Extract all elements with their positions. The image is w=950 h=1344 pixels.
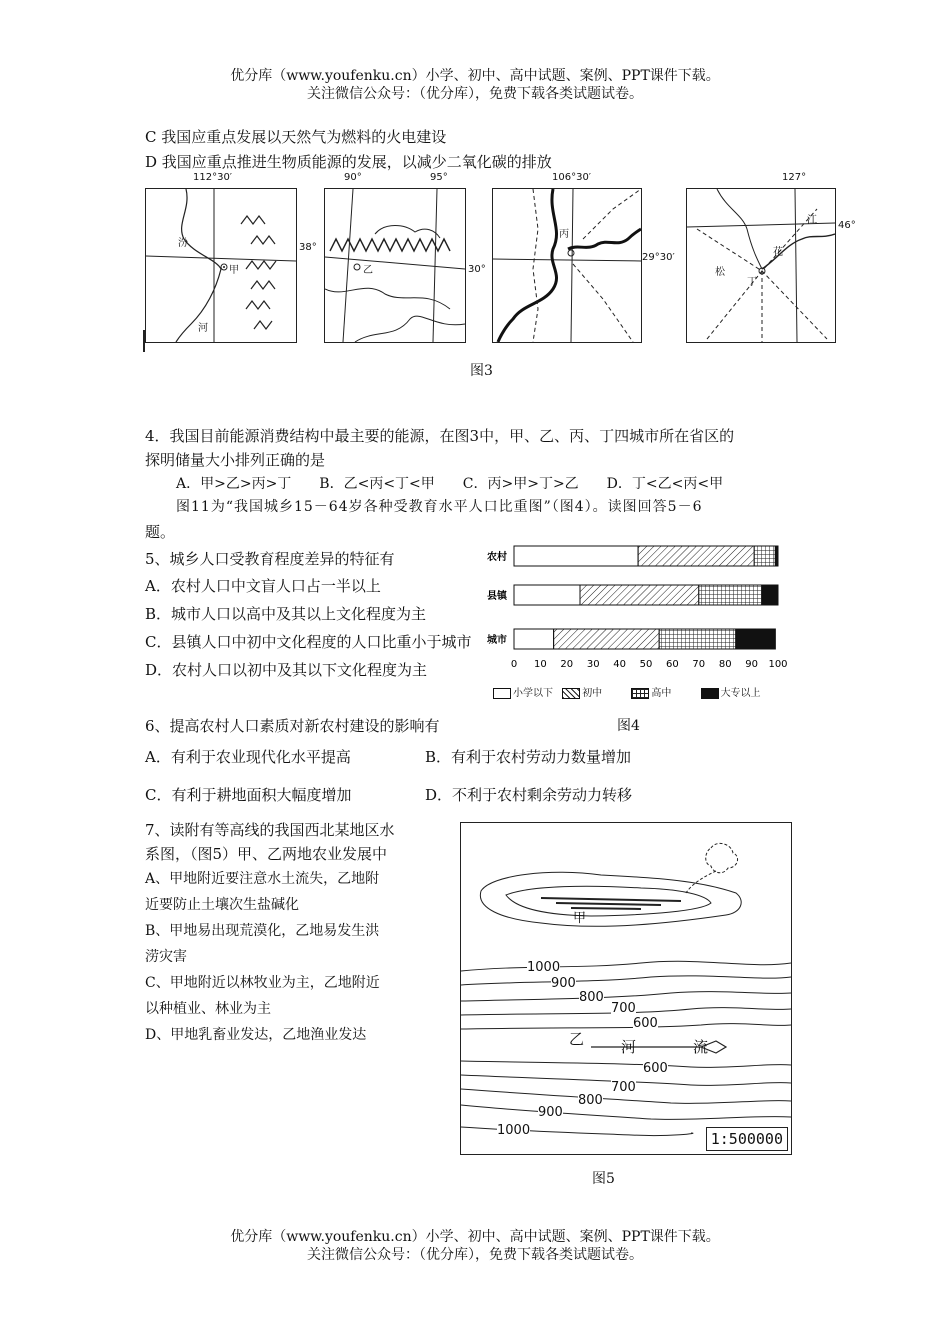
map4-lon-label: 127° [782,172,807,183]
q6-option-d: D．不利于农村剩余劳动力转移 [425,786,633,804]
footer-line1: 优分库（www.youfenku.cn）小学、初中、高中试题、案例、PPT课件下载。 [230,1229,720,1245]
q7-line-4: 近要防止土壤次生盐碱化 [145,897,299,913]
intro-line-2: 题。 [145,523,176,541]
bar-县镇-大专以上 [762,585,778,605]
option-d: D 我国应重点推进生物质能源的发展，以减少二氧化碳的排放 [145,153,552,171]
map2-lat-label: 30° [468,264,486,275]
category-label: 农村 [487,552,507,563]
legend-item-1: 小学以下 [493,688,553,699]
map4-river3: 松 [715,267,725,278]
fig5-scale: 1:500000 [706,1127,788,1151]
header-line1: 优分库（www.youfenku.cn）小学、初中、高中试题、案例、PPT课件下载。 [230,68,720,84]
figure-5 [460,822,792,1155]
contour-bottom-900: 900 [538,1105,563,1120]
q4-stem-2: 探明储量大小排列正确的是 [145,451,326,469]
q6-option-b: B．有利于农村劳动力数量增加 [425,748,632,766]
q7-line-5: B、甲地易出现荒漠化，乙地易发生洪 [145,923,380,939]
map-4 [686,172,861,354]
q6-stem: 6、提高农村人口素质对新农村建设的影响有 [145,717,440,735]
map4-lat-label: 46° [838,220,856,231]
contour-top-800: 800 [579,990,604,1005]
map3-lon-label: 106°30′ [552,172,592,183]
q5-option-d: D．农村人口以初中及其以下文化程度为主 [145,661,428,679]
chart-legend [493,684,761,699]
bar-城市-小学以下 [514,629,554,649]
contour-top-900: 900 [551,976,576,991]
map3-drawing [493,189,641,342]
q4-stem-1: 4．我国目前能源消费结构中最主要的能源，在图3中，甲、乙、丙、丁四城市所在省区的 [145,427,735,445]
q7-line-7: C、甲地附近以林牧业为主，乙地附近 [145,975,380,991]
contour-top-600: 600 [633,1016,658,1031]
map2-city: 乙 [363,265,373,276]
q6-option-c: C．有利于耕地面积大幅度增加 [145,786,352,804]
bar-城市-大专以上 [736,629,776,649]
bar-城市-初中 [554,629,660,649]
x-tick-label: 50 [639,659,653,670]
map-edge-mark [143,330,145,352]
x-tick-label: 10 [534,659,547,670]
fig5-drawing [461,823,791,1154]
q7-block [145,818,450,1048]
bar-农村-小学以下 [514,546,638,566]
bar-县镇-高中 [699,585,762,605]
bar-县镇-初中 [580,585,699,605]
bar-农村-高中 [754,546,775,566]
fig3-caption: 图3 [470,363,493,379]
x-tick-label: 70 [692,659,706,670]
map1-lon-label: 112°30′ [193,172,233,183]
fig4-caption: 图4 [617,718,640,734]
contour-top-700: 700 [611,1001,636,1016]
fig5-river-1: 河 [621,1038,637,1056]
map1-river2: 河 [198,323,208,334]
contour-bottom-800: 800 [578,1093,603,1108]
q7-line-1: 7、读附有等高线的我国西北某地区水 [145,821,395,839]
contour-top-1000: 1000 [527,960,561,975]
map-2 [322,172,492,354]
map3-city: 丙 [559,229,569,240]
q7-line-3: A、甲地附近要注意水土流失，乙地附 [145,871,380,887]
bar-县镇-小学以下 [514,585,580,605]
fig5-jia: 甲 [573,911,587,926]
x-tick-label: 60 [666,659,679,670]
contour-bottom-700: 700 [611,1080,636,1095]
map-3 [492,172,692,354]
q5-stem: 5、城乡人口受教育程度差异的特征有 [145,550,395,568]
q7-line-8: 以种植业、林业为主 [145,1001,271,1017]
bar-城市-高中 [659,629,736,649]
bar-农村-大专以上 [775,546,778,566]
map4-city: 丁 [747,277,757,288]
figure-4-chart [485,538,805,708]
fig5-river-2: 流 [693,1038,709,1056]
legend-item-3: 高中 [631,688,671,699]
map2-drawing [325,189,465,342]
category-label: 县镇 [487,591,507,602]
x-tick-label: 90 [745,659,758,670]
legend-item-2: 初中 [562,688,602,699]
q5-option-a: A．农村人口中文盲人口占一半以上 [145,577,381,595]
contour-bottom-600: 600 [643,1061,668,1076]
contour-bottom-1000: 1000 [497,1123,531,1138]
x-tick-label: 30 [586,659,600,670]
category-label: 城市 [487,635,507,646]
footer-line2: 关注微信公众号：（优分库），免费下载各类试题试卷。 [307,1247,643,1263]
fig5-yi: 乙 [569,1030,585,1048]
x-tick-label: 20 [560,659,574,670]
map1-city: 甲 [229,265,239,276]
intro-line-1: 图11为“我国城乡15－64岁各种受教育水平人口比重图”（图4）。读图回答5－6 [176,499,703,515]
map1-river1: 汾 [178,238,188,249]
x-tick-label: 0 [510,659,518,670]
q5-option-b: B．城市人口以高中及其以上文化程度为主 [145,605,427,623]
legend-item-4: 大专以上 [701,688,761,699]
q7-line-9: D、甲地乳畜业发达，乙地渔业发达 [145,1027,367,1043]
q5-option-c: C．县镇人口中初中文化程度的人口比重小于城市 [145,633,472,651]
fig5-caption: 图5 [592,1171,615,1187]
q7-line-6: 涝灾害 [145,949,187,965]
x-tick-label: 80 [718,659,732,670]
map3-lat-label: 29°30′ [642,252,675,263]
header-line2: 关注微信公众号：（优分库），免费下载各类试题试卷。 [307,86,643,102]
map2-lon2-label: 95° [430,172,448,183]
map4-river1: 江 [807,215,817,226]
q6-option-a: A．有利于农业现代化水平提高 [145,748,351,766]
x-tick-label: 40 [613,659,626,670]
map2-lon1-label: 90° [344,172,362,183]
chart-svg [485,538,805,708]
bar-农村-初中 [638,546,754,566]
map1-drawing [146,189,296,342]
map1-lat-label: 38° [299,242,317,253]
q7-line-2: 系图，（图5）甲、乙两地农业发展中 [145,845,388,863]
q4-options: A．甲>乙>丙>丁 B．乙<丙<丁<甲 C．丙>甲>丁>乙 D．丁<乙<丙<甲 [176,476,724,492]
map4-river2: 花 [773,247,783,258]
x-tick-label: 100 [768,659,788,670]
option-c: C 我国应重点发展以天然气为燃料的火电建设 [145,128,447,146]
map-1 [143,172,317,354]
